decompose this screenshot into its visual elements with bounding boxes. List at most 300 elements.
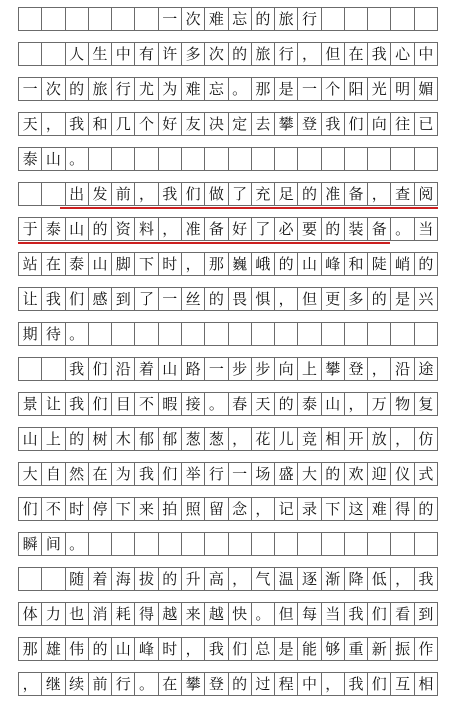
grid-cell (89, 148, 112, 170)
grid-cell: 作 (415, 638, 438, 660)
grid-cell: 盛 (275, 463, 298, 485)
grid-cell (205, 533, 228, 555)
grid-cell: 天 (19, 113, 42, 135)
grid-cell: 的 (322, 463, 345, 485)
grid-cell: 继 (42, 673, 65, 695)
grid-cell: 们 (66, 288, 89, 310)
grid-cell: 一 (229, 463, 252, 485)
grid-cell (159, 533, 182, 555)
grid-cell: 那 (19, 638, 42, 660)
grid-cell: 也 (66, 603, 89, 625)
grid-cell: 让 (42, 393, 65, 415)
grid-cell: 着 (135, 358, 158, 380)
grid-cell: 复 (415, 393, 438, 415)
grid-cell: 难 (368, 498, 391, 520)
grid-cell: 得 (135, 603, 158, 625)
grid-cell: 为 (159, 78, 182, 100)
grid-cell: 心 (391, 43, 414, 65)
grid-cell: 了 (229, 183, 252, 205)
grid-cell: 我 (135, 463, 158, 485)
grid-cell (345, 8, 368, 30)
grid-cell: 做 (205, 183, 228, 205)
grid-cell: 行 (112, 673, 135, 695)
grid-cell (415, 8, 438, 30)
grid-cell: ， (182, 638, 205, 660)
grid-cell: 尤 (135, 78, 158, 100)
grid-cell: 惧 (252, 288, 275, 310)
grid-cell: 到 (112, 288, 135, 310)
grid-cell (19, 8, 42, 30)
grid-cell: 的 (66, 428, 89, 450)
grid-cell: 。 (66, 533, 89, 555)
grid-row-13 (18, 427, 438, 451)
grid-cell: 装 (345, 218, 368, 240)
grid-cell: 是 (275, 78, 298, 100)
grid-cell: 的 (229, 673, 252, 695)
grid-cell (89, 8, 112, 30)
grid-cell (42, 183, 65, 205)
grid-cell: 们 (368, 603, 391, 625)
grid-cell: 树 (89, 428, 112, 450)
grid-cell: 定 (229, 113, 252, 135)
grid-cell: 木 (112, 428, 135, 450)
grid-cell (368, 8, 391, 30)
grid-cell: 峰 (322, 253, 345, 275)
grid-cell: 行 (275, 43, 298, 65)
grid-cell: 式 (415, 463, 438, 485)
grid-cell: 中 (112, 43, 135, 65)
grid-cell (368, 148, 391, 170)
grid-cell: 能 (298, 638, 321, 660)
grid-cell: 当 (415, 218, 438, 240)
grid-cell: 场 (252, 463, 275, 485)
grid-cell: 在 (345, 43, 368, 65)
grid-cell: 快 (229, 603, 252, 625)
grid-cell: 途 (415, 358, 438, 380)
grid-cell: 的 (229, 43, 252, 65)
grid-cell (345, 148, 368, 170)
grid-cell: 往 (391, 113, 414, 135)
grid-cell (112, 323, 135, 345)
grid-cell: ， (19, 673, 42, 695)
grid-cell: 目 (112, 393, 135, 415)
grid-cell: 拔 (135, 568, 158, 590)
grid-cell: 的 (89, 218, 112, 240)
grid-cell: 仪 (391, 463, 414, 485)
grid-cell: 和 (345, 253, 368, 275)
grid-cell: 们 (19, 498, 42, 520)
grid-cell: 备 (345, 183, 368, 205)
grid-row-15 (18, 497, 438, 521)
grid-cell: 的 (415, 253, 438, 275)
grid-cell: 互 (391, 673, 414, 695)
grid-cell: 消 (89, 603, 112, 625)
grid-cell: ， (42, 113, 65, 135)
grid-cell (42, 358, 65, 380)
grid-cell: ， (275, 288, 298, 310)
grid-cell: 们 (345, 113, 368, 135)
grid-cell: 行 (112, 78, 135, 100)
grid-cell (135, 148, 158, 170)
grid-cell (368, 323, 391, 345)
grid-cell: 到 (415, 603, 438, 625)
grid-cell: 兴 (415, 288, 438, 310)
grid-cell (19, 183, 42, 205)
grid-cell (415, 323, 438, 345)
grid-cell: 大 (298, 463, 321, 485)
grid-cell (391, 8, 414, 30)
grid-cell: 们 (229, 638, 252, 660)
grid-cell: 够 (322, 638, 345, 660)
grid-cell: 儿 (275, 428, 298, 450)
grid-cell: 步 (229, 358, 252, 380)
grid-cell: 春 (229, 393, 252, 415)
grid-cell: 丝 (182, 288, 205, 310)
grid-cell: 上 (298, 358, 321, 380)
grid-cell: 站 (19, 253, 42, 275)
grid-cell: 登 (298, 113, 321, 135)
grid-cell (135, 323, 158, 345)
grid-cell: 过 (252, 673, 275, 695)
grid-cell: 时 (159, 638, 182, 660)
grid-cell (391, 533, 414, 555)
grid-row-11 (18, 357, 438, 381)
grid-cell: 忘 (229, 8, 252, 30)
grid-cell: 迎 (368, 463, 391, 485)
grid-cell: 期 (19, 323, 42, 345)
grid-cell: 向 (368, 113, 391, 135)
grid-cell (391, 148, 414, 170)
grid-cell: 的 (66, 78, 89, 100)
grid-cell: 降 (345, 568, 368, 590)
grid-cell (112, 533, 135, 555)
grid-cell: 多 (182, 43, 205, 65)
grid-cell: 郁 (135, 428, 158, 450)
grid-cell: 上 (42, 428, 65, 450)
grid-cell: 攀 (182, 673, 205, 695)
grid-cell (345, 323, 368, 345)
grid-cell: 一 (159, 8, 182, 30)
grid-cell: 然 (66, 463, 89, 485)
grid-cell: 下 (322, 498, 345, 520)
grid-cell: 我 (159, 183, 182, 205)
grid-cell: 程 (275, 673, 298, 695)
grid-cell: 要 (298, 218, 321, 240)
grid-cell: ， (229, 568, 252, 590)
grid-cell: 了 (135, 288, 158, 310)
grid-row-17 (18, 567, 438, 591)
grid-cell: 山 (42, 148, 65, 170)
grid-cell: 旅 (275, 8, 298, 30)
grid-cell (345, 533, 368, 555)
grid-cell: 前 (89, 673, 112, 695)
grid-cell: 待 (42, 323, 65, 345)
grid-cell: 照 (182, 498, 205, 520)
grid-cell (112, 8, 135, 30)
grid-cell: 的 (205, 288, 228, 310)
grid-cell: 时 (159, 253, 182, 275)
grid-cell: 得 (391, 498, 414, 520)
grid-cell: 和 (89, 113, 112, 135)
grid-cell: 媚 (415, 78, 438, 100)
grid-cell: 充 (252, 183, 275, 205)
grid-cell (19, 568, 42, 590)
grid-cell (391, 323, 414, 345)
grid-cell: 这 (345, 498, 368, 520)
grid-cell: 暇 (159, 393, 182, 415)
red-underline-2 (18, 242, 390, 244)
grid-cell: 为 (112, 463, 135, 485)
grid-row-1 (18, 7, 438, 31)
grid-cell: 查 (391, 183, 414, 205)
grid-cell: 留 (205, 498, 228, 520)
grid-cell: 我 (205, 638, 228, 660)
grid-cell: 天 (252, 393, 275, 415)
grid-cell: 越 (205, 603, 228, 625)
grid-cell: 的 (322, 218, 345, 240)
grid-cell (298, 148, 321, 170)
grid-cell: 是 (391, 288, 414, 310)
grid-cell: 总 (252, 638, 275, 660)
grid-cell: 生 (89, 43, 112, 65)
grid-cell: 景 (19, 393, 42, 415)
grid-cell: 了 (252, 218, 275, 240)
grid-cell: 雄 (42, 638, 65, 660)
grid-cell: 有 (135, 43, 158, 65)
grid-cell (298, 533, 321, 555)
grid-cell: 次 (205, 43, 228, 65)
grid-cell: 重 (345, 638, 368, 660)
grid-cell (42, 43, 65, 65)
grid-cell: 温 (275, 568, 298, 590)
grid-cell: 去 (252, 113, 275, 135)
grid-cell: 资 (112, 218, 135, 240)
grid-cell: ， (345, 393, 368, 415)
grid-cell: 行 (205, 463, 228, 485)
grid-cell: 。 (66, 323, 89, 345)
grid-cell: 的 (275, 253, 298, 275)
grid-cell: 的 (159, 568, 182, 590)
red-underline-1 (60, 207, 438, 209)
grid-row-4 (18, 112, 438, 136)
grid-cell (252, 148, 275, 170)
grid-cell: 峰 (135, 638, 158, 660)
grid-cell (42, 8, 65, 30)
grid-cell: 必 (275, 218, 298, 240)
grid-cell (42, 568, 65, 590)
grid-cell: 沿 (391, 358, 414, 380)
grid-cell: 好 (159, 113, 182, 135)
grid-cell: 行 (298, 8, 321, 30)
grid-cell: 是 (275, 638, 298, 660)
grid-cell: 陡 (368, 253, 391, 275)
grid-cell: 放 (368, 428, 391, 450)
grid-cell: 路 (182, 358, 205, 380)
grid-cell: 看 (391, 603, 414, 625)
grid-row-16 (18, 532, 438, 556)
grid-cell: 我 (322, 113, 345, 135)
grid-cell (415, 148, 438, 170)
grid-cell: 的 (252, 8, 275, 30)
grid-cell: 高 (205, 568, 228, 590)
grid-cell: 忘 (205, 78, 228, 100)
grid-cell (275, 533, 298, 555)
grid-cell (275, 148, 298, 170)
grid-cell: 来 (182, 603, 205, 625)
grid-cell: 感 (89, 288, 112, 310)
grid-cell: ， (298, 43, 321, 65)
grid-cell (252, 533, 275, 555)
grid-cell: 次 (42, 78, 65, 100)
grid-cell: 。 (66, 148, 89, 170)
grid-row-19 (18, 637, 438, 661)
grid-row-8 (18, 252, 438, 276)
grid-cell: 在 (89, 463, 112, 485)
grid-cell (66, 8, 89, 30)
grid-cell (182, 148, 205, 170)
grid-cell: 畏 (229, 288, 252, 310)
grid-row-3 (18, 77, 438, 101)
grid-cell: 于 (19, 218, 42, 240)
grid-cell: 郁 (159, 428, 182, 450)
grid-row-12 (18, 392, 438, 416)
grid-cell: 旅 (252, 43, 275, 65)
grid-cell: ， (159, 218, 182, 240)
grid-cell: 登 (345, 358, 368, 380)
grid-cell: 力 (42, 603, 65, 625)
grid-cell: 一 (159, 288, 182, 310)
grid-cell: 续 (66, 673, 89, 695)
grid-cell: 海 (112, 568, 135, 590)
grid-cell: 山 (298, 253, 321, 275)
grid-cell: 当 (322, 603, 345, 625)
grid-row-20 (18, 672, 438, 696)
grid-cell: 的 (89, 638, 112, 660)
grid-cell: 个 (322, 78, 345, 100)
grid-cell: 泰 (42, 218, 65, 240)
grid-cell: 那 (205, 253, 228, 275)
grid-cell (229, 148, 252, 170)
grid-cell: 物 (391, 393, 414, 415)
grid-cell: 们 (89, 358, 112, 380)
grid-cell: 中 (298, 673, 321, 695)
grid-cell: 来 (135, 498, 158, 520)
grid-cell: 相 (415, 673, 438, 695)
grid-cell: 足 (275, 183, 298, 205)
grid-cell: 气 (252, 568, 275, 590)
grid-row-2 (18, 42, 438, 66)
grid-cell: 花 (252, 428, 275, 450)
grid-cell: 泰 (298, 393, 321, 415)
grid-cell: 们 (89, 393, 112, 415)
grid-cell: ， (229, 428, 252, 450)
grid-cell (205, 148, 228, 170)
grid-cell: 录 (298, 498, 321, 520)
grid-cell: 更 (322, 288, 345, 310)
grid-cell: 越 (159, 603, 182, 625)
grid-cell: 的 (298, 183, 321, 205)
grid-cell: 但 (298, 288, 321, 310)
grid-cell: ， (391, 568, 414, 590)
grid-cell: 难 (205, 8, 228, 30)
grid-cell: 体 (19, 603, 42, 625)
grid-cell: 步 (252, 358, 275, 380)
grid-cell: 仿 (415, 428, 438, 450)
grid-cell: 举 (182, 463, 205, 485)
grid-cell: 个 (135, 113, 158, 135)
grid-cell: 我 (345, 603, 368, 625)
grid-cell (89, 533, 112, 555)
grid-cell (19, 358, 42, 380)
grid-row-10 (18, 322, 438, 346)
grid-cell: 逐 (298, 568, 321, 590)
grid-cell: 开 (345, 428, 368, 450)
grid-cell: 接 (182, 393, 205, 415)
grid-cell: 一 (298, 78, 321, 100)
grid-cell: 我 (66, 358, 89, 380)
grid-cell: 。 (229, 78, 252, 100)
grid-cell: 我 (66, 393, 89, 415)
grid-cell: 葱 (182, 428, 205, 450)
grid-cell: 山 (19, 428, 42, 450)
grid-cell (182, 533, 205, 555)
grid-cell: 山 (66, 218, 89, 240)
grid-cell (19, 43, 42, 65)
grid-cell: 的 (275, 393, 298, 415)
grid-cell: 阅 (415, 183, 438, 205)
grid-cell: 难 (182, 78, 205, 100)
grid-cell: 让 (19, 288, 42, 310)
grid-cell: 沿 (112, 358, 135, 380)
grid-cell: 升 (182, 568, 205, 590)
grid-cell: 许 (159, 43, 182, 65)
grid-cell: ， (368, 183, 391, 205)
grid-cell: 旅 (89, 78, 112, 100)
grid-cell: 山 (322, 393, 345, 415)
grid-cell: ， (391, 428, 414, 450)
grid-cell: 那 (252, 78, 275, 100)
grid-cell (159, 148, 182, 170)
grid-row-7 (18, 217, 438, 241)
grid-cell: 明 (391, 78, 414, 100)
grid-cell: 间 (42, 533, 65, 555)
grid-cell: 山 (112, 638, 135, 660)
grid-cell (368, 533, 391, 555)
grid-cell: ， (252, 498, 275, 520)
grid-cell: 已 (415, 113, 438, 135)
grid-cell: 人 (66, 43, 89, 65)
grid-cell: 料 (135, 218, 158, 240)
grid-cell: 低 (368, 568, 391, 590)
grid-cell: 不 (42, 498, 65, 520)
grid-row-18 (18, 602, 438, 626)
grid-cell: 发 (89, 183, 112, 205)
grid-cell: 记 (275, 498, 298, 520)
grid-cell: 我 (66, 113, 89, 135)
grid-cell (322, 323, 345, 345)
grid-cell: ， (322, 673, 345, 695)
grid-cell: 但 (275, 603, 298, 625)
grid-cell: 耗 (112, 603, 135, 625)
grid-cell: 一 (19, 78, 42, 100)
grid-cell: 振 (391, 638, 414, 660)
grid-cell: 拍 (159, 498, 182, 520)
grid-cell (229, 323, 252, 345)
grid-cell: 随 (66, 568, 89, 590)
grid-cell: 。 (391, 218, 414, 240)
grid-cell: 停 (89, 498, 112, 520)
grid-cell: 出 (66, 183, 89, 205)
